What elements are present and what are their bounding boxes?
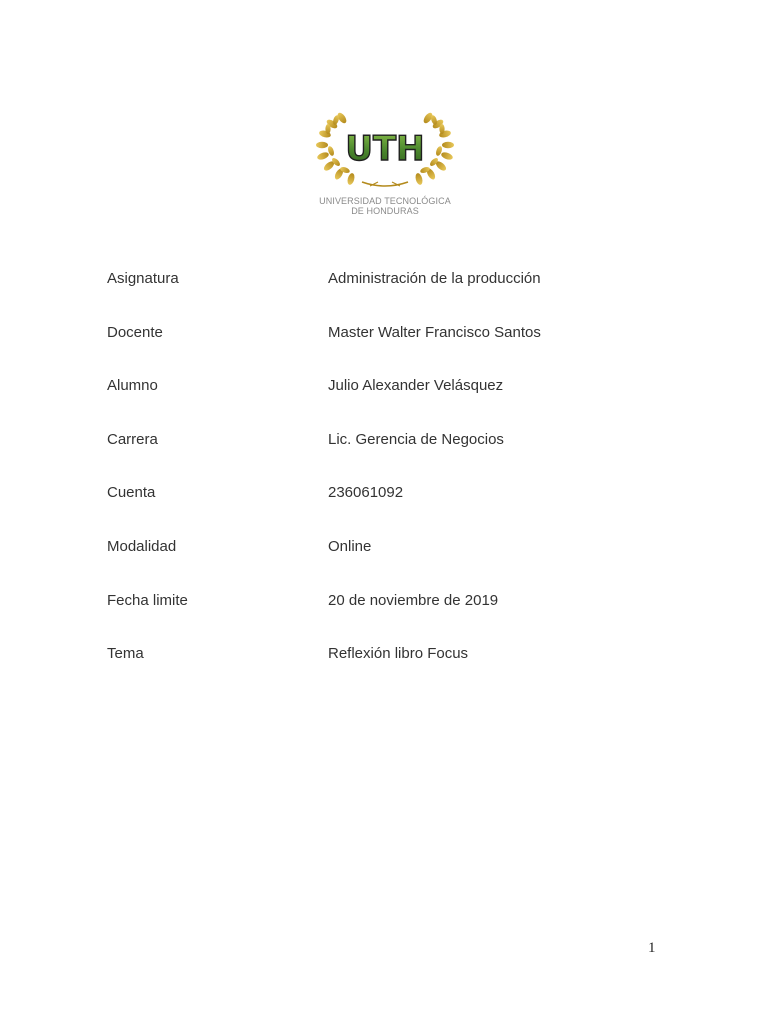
- info-label: Docente: [107, 323, 163, 341]
- info-value: Reflexión libro Focus: [328, 645, 469, 663]
- page-number: 1: [648, 940, 656, 956]
- info-value: Online: [328, 537, 372, 555]
- info-value: 236061092: [328, 484, 404, 502]
- logo-caption: [312, 196, 458, 216]
- info-row-fecha-limite: [107, 590, 667, 644]
- info-row-asignatura: [107, 268, 667, 322]
- info-label: Fecha limite: [107, 591, 188, 609]
- logo-letters: UTH: [345, 129, 425, 169]
- info-value: Lic. Gerencia de Negocios: [328, 430, 504, 448]
- info-row-docente: [107, 322, 667, 376]
- info-label: Tema: [107, 645, 144, 663]
- info-value: Master Walter Francisco Santos: [328, 323, 541, 341]
- university-logo: [312, 104, 458, 222]
- info-label: Alumno: [107, 377, 158, 395]
- info-row-cuenta: [107, 482, 667, 536]
- info-value: Administración de la producción: [328, 270, 541, 287]
- logo-caption-line1: UNIVERSIDAD TECNOLÓGICA: [319, 196, 451, 206]
- info-row-alumno: [107, 375, 667, 429]
- info-row-modalidad: [107, 536, 667, 590]
- logo-caption-line2: DE HONDURAS: [351, 206, 419, 216]
- info-label: Modalidad: [107, 537, 177, 555]
- info-label: Asignatura: [107, 270, 179, 287]
- info-label: Carrera: [107, 430, 158, 448]
- info-value: 20 de noviembre de 2019: [328, 591, 499, 609]
- laurel-wreath-logo-icon: [312, 104, 458, 194]
- info-row-tema: [107, 643, 667, 697]
- info-label: Cuenta: [107, 484, 156, 502]
- info-value: Julio Alexander Velásquez: [328, 377, 504, 395]
- cover-info-table: [107, 268, 667, 697]
- info-row-carrera: [107, 429, 667, 483]
